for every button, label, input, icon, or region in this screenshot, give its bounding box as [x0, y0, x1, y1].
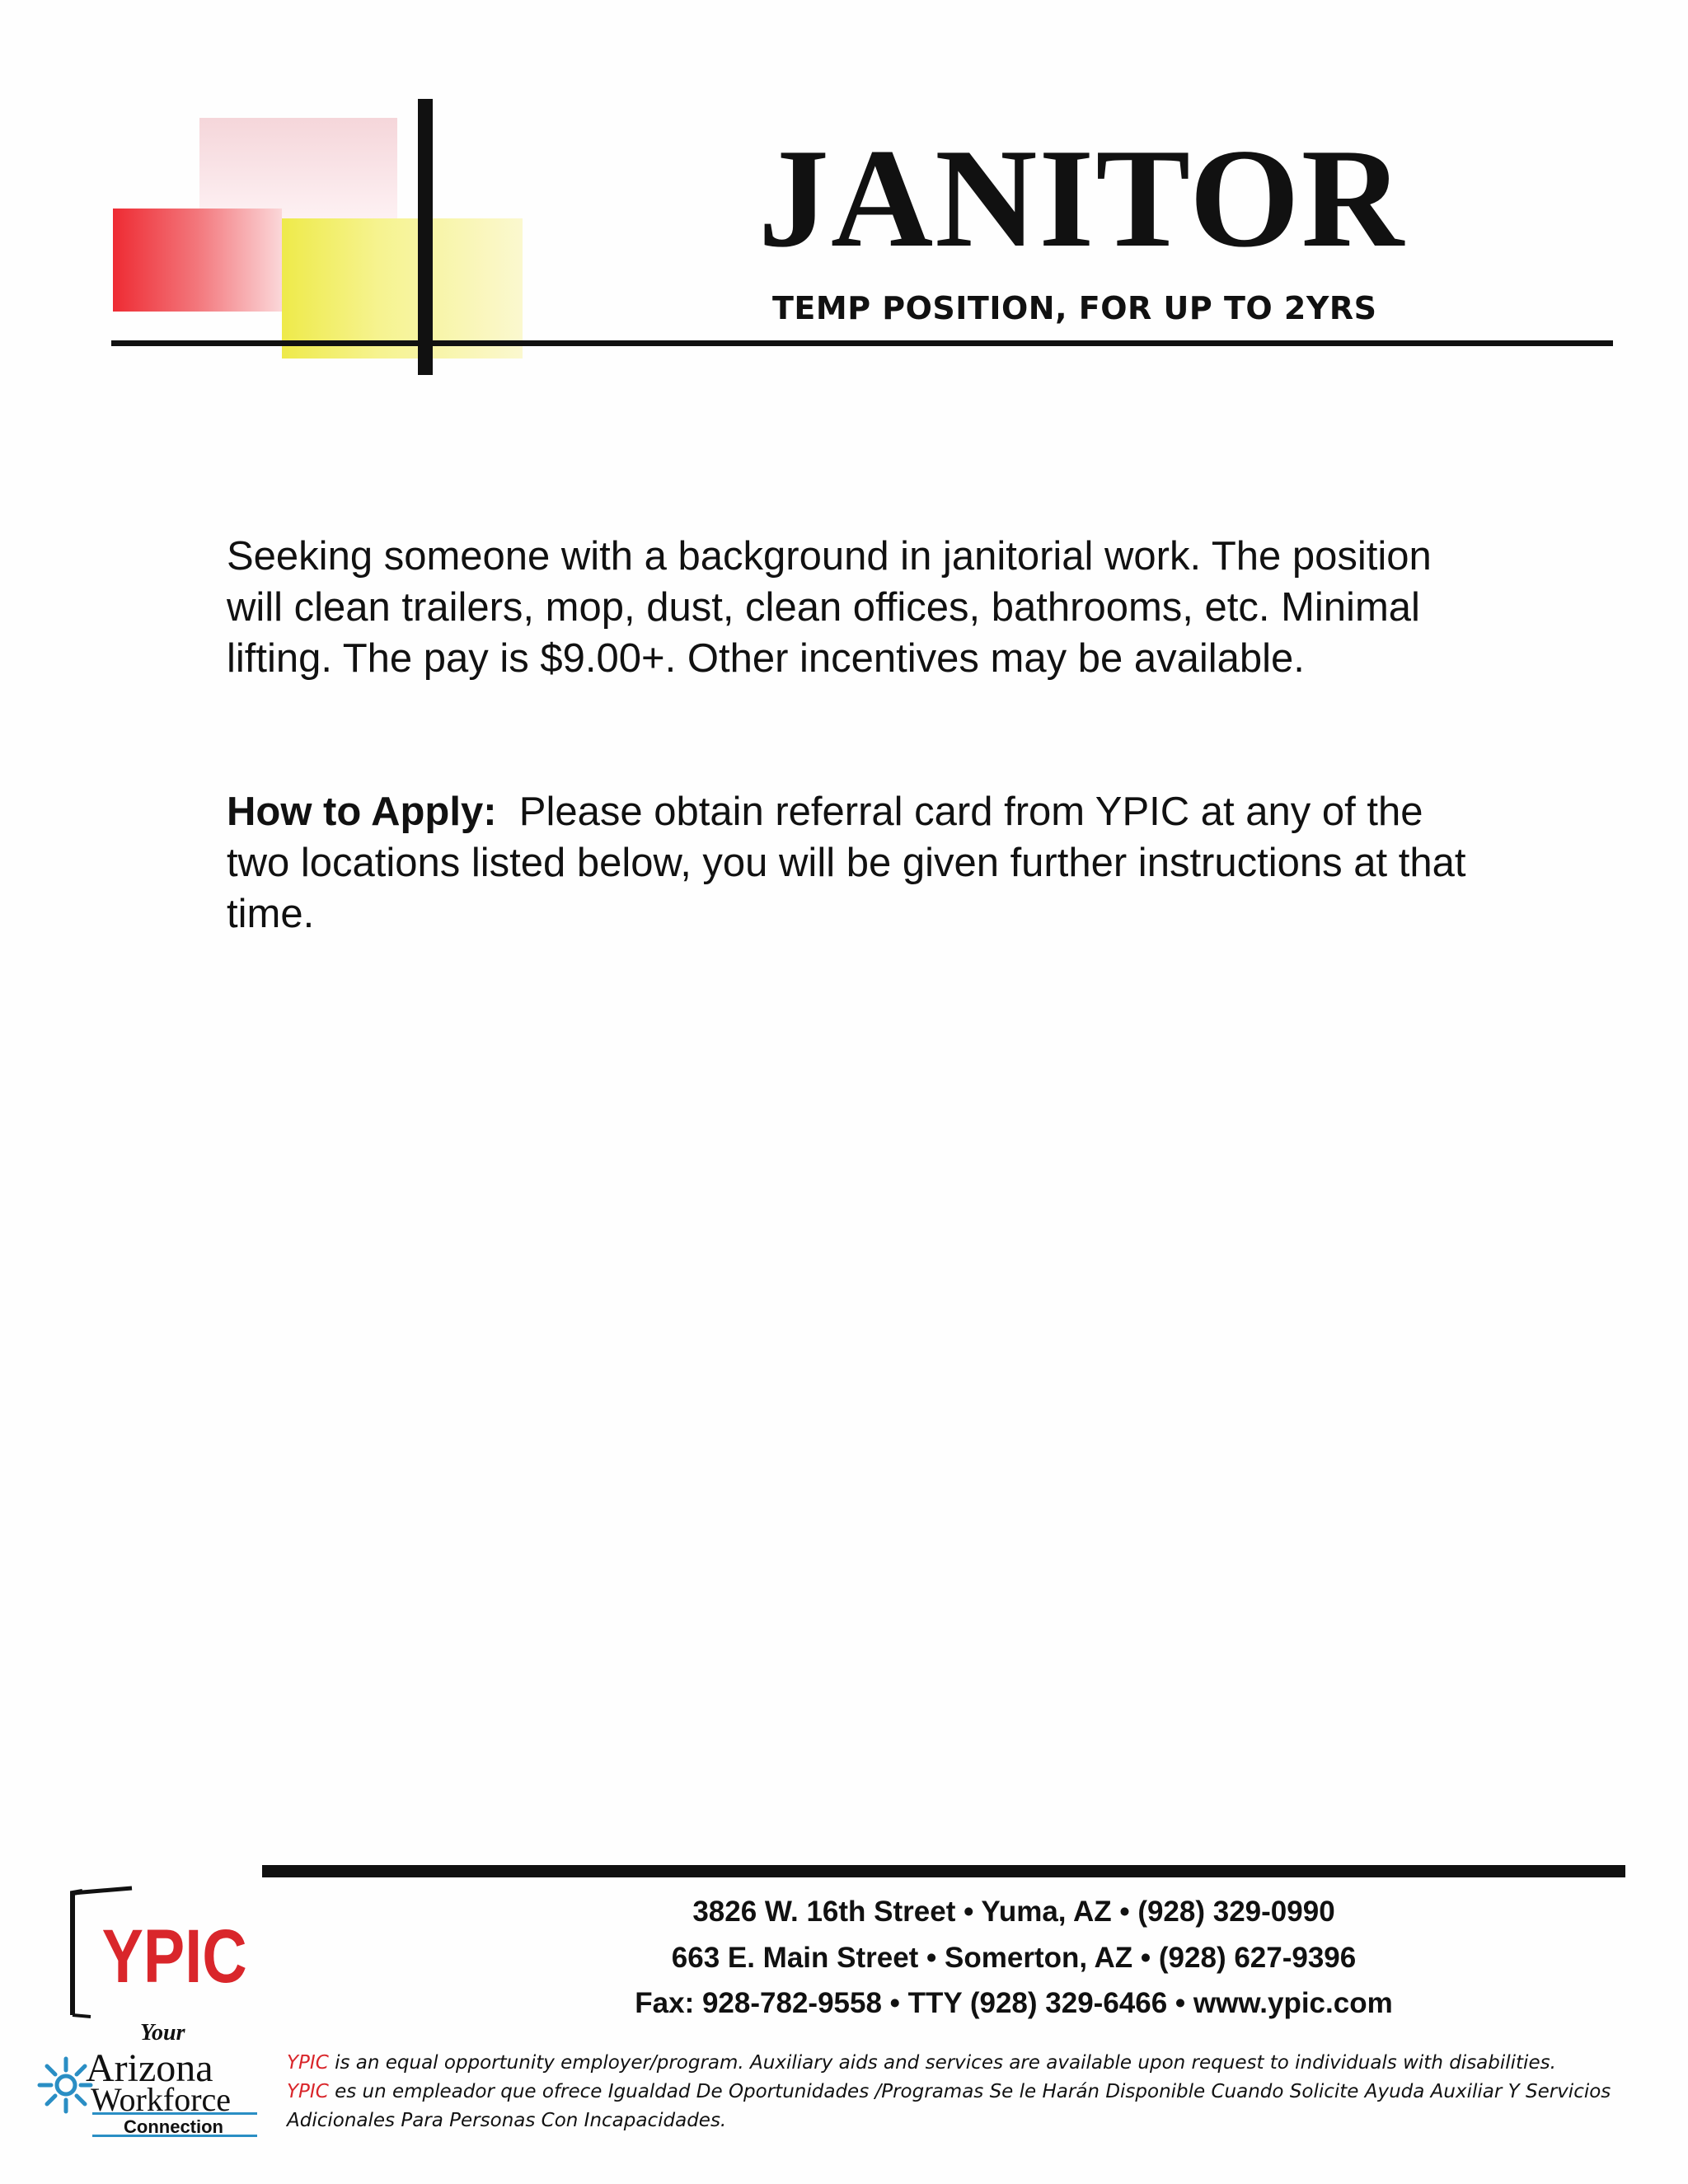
decor-yellow-square: [282, 218, 523, 359]
address-yuma: 3826 W. 16th Street • Yuma, AZ • (928) 329-0990: [692, 1896, 1335, 1928]
notice-english-text: is an equal opportunity employer/program. Auxiliary aids and services are available upon request to individuals with disabilities.: [328, 2052, 1556, 2074]
notice-org-name: YPIC: [287, 2081, 329, 2102]
footer-rule: [262, 1865, 1625, 1877]
header-rule: [111, 340, 1613, 346]
job-description: Seeking someone with a background in janitorial work. The position will clean trailers, mop, dust, clean offices, bathrooms, etc. Minimal lifting. The pay is $9.00+. Other incentives may be available.: [227, 534, 1432, 681]
eeo-notice-spanish: [287, 2078, 1622, 2135]
logo-connection: Connection: [124, 2116, 223, 2137]
page-title: JANITOR: [758, 120, 1405, 277]
decor-red-square: [113, 209, 282, 312]
how-to-apply-label: How to Apply:: [227, 790, 497, 834]
logo-workforce: Workforce: [91, 2081, 232, 2118]
logo-arizona: Arizona: [86, 2046, 213, 2090]
ypic-logo: [33, 1883, 268, 2145]
header-vertical-bar: [418, 99, 433, 375]
how-to-apply: [227, 786, 1479, 940]
notice-spanish-text: es un empleador que ofrece Igualdad De Oportunidades /Programas Se le Harán Disponible Cuando Solicite Ayuda Auxiliar Y Servicios Adicionales Para Personas Con Incapacidades.: [287, 2081, 1611, 2131]
logo-your: Your: [140, 2020, 185, 2046]
sun-icon: [40, 2059, 91, 2111]
notice-org-name: YPIC: [287, 2052, 329, 2074]
address-somerton: 663 E. Main Street • Somerton, AZ • (928) 627-9396: [671, 1942, 1357, 1974]
logo-brand: YPIC: [101, 1913, 247, 1999]
page-subtitle: TEMP POSITION, FOR UP TO 2YRS: [772, 290, 1377, 326]
how-to-apply-text: Please obtain referral card from YPIC at any of the two locations listed below, you will be given further instructions at that time.: [227, 790, 1466, 936]
eeo-notice-english: [287, 2049, 1622, 2078]
ypic-logo-graphic: [33, 1883, 268, 2145]
contact-line: Fax: 928-782-9558 • TTY (928) 329-6466 • www.ypic.com: [635, 1987, 1393, 2019]
